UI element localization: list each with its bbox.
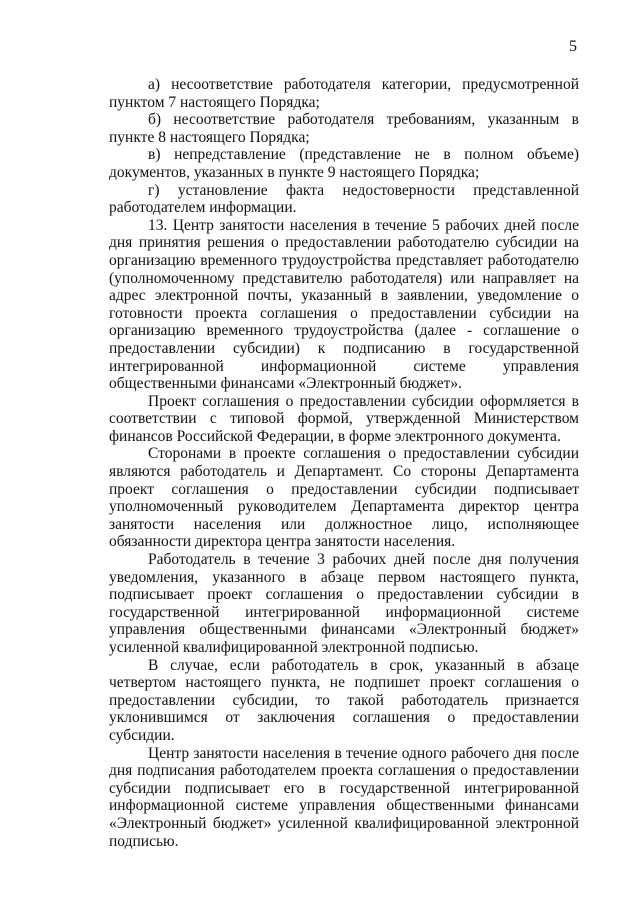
paragraph-evasion: В случае, если работодатель в срок, указанный в абзаце четвертом настоящего пункта, не подпишет проект соглашения о предоставлении субсидии, то такой работодатель признается уклонившимся от заключения соглашения о предоставлении субсидии. (109, 656, 579, 744)
paragraph-center-signing: Центр занятости населения в течение одного рабочего дня после дня подписания работодателем проекта соглашения о предоставлении субсидии подписывает его в государственной интегрированной информационной системе управления общественными финансами «Электронный бюджет» усиленной квалифицированной электронной подписью. (109, 744, 579, 850)
paragraph-13: 13. Центр занятости населения в течение 5 рабочих дней после дня принятия решения о предоставлении работодателю субсидии на организацию временного трудоустройства представляет работодателю (уполномоченному представителю работодателя) или направляет на адрес электронной почты, указанный в заявлении, уведомление о готовности проекта соглашения о предоставлении субсидии на организацию временного трудоустройства (далее - соглашение о предоставлении субсидии) к подписанию в государственной интегрированной информационной системе управления общественными финансами «Электронный бюджет». (109, 216, 579, 393)
paragraph-b: б) несоответствие работодателя требованиям, указанным в пункте 8 настоящего Порядка; (109, 111, 579, 146)
paragraph-employer-signing: Работодатель в течение 3 рабочих дней после дня получения уведомления, указанного в абзаце первом настоящего пункта, подписывает проект соглашения о предоставлении субсидии в государственной интегрированной информационной системе управления общественными финансами «Электронный бюджет» усиленной квалифицированной электронной подписью. (109, 551, 579, 656)
paragraph-agreement-parties: Сторонами в проекте соглашения о предоставлении субсидии являются работодатель и Департамент. Со стороны Департамента проект соглашения о предоставлении субсидии подписывает уполномоченный руководителем Департамента директор центра занятости населения или должностное лицо, исполняющее обязанности директора центра занятости населения. (109, 445, 579, 551)
paragraph-d: г) установление факта недостоверности представленной работодателем информации. (109, 181, 579, 217)
paragraph-a: а) несоответствие работодателя категории, предусмотренной пунктом 7 настоящего Порядка; (109, 76, 579, 111)
paragraph-c: в) непредставление (представление не в полном объеме) документов, указанных в пункте 9 настоящего Порядка; (109, 146, 579, 181)
paragraph-agreement-form: Проект соглашения о предоставлении субсидии оформляется в соответствии с типовой формой, утвержденной Министерством финансов Российской Федерации, в форме электронного документа. (109, 392, 579, 445)
page-number: 5 (569, 38, 577, 55)
document-body (109, 76, 579, 850)
